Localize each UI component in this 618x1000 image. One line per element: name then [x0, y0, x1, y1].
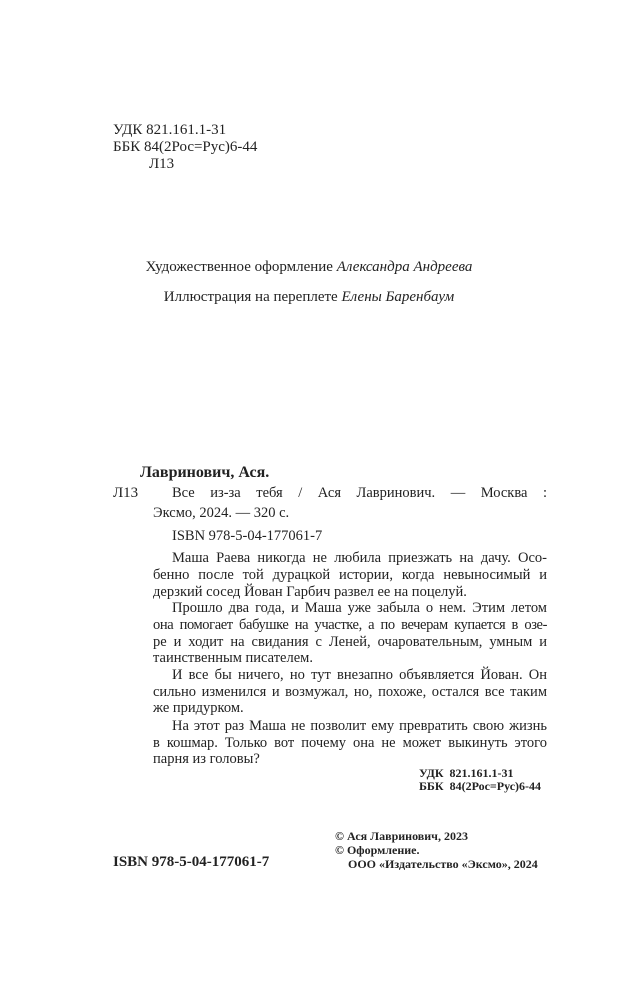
annotation-line: дерзкий сосед Йован Гарбич развел ее на поцелуй. [153, 584, 467, 600]
udk-code: УДК 821.161.1-31 [113, 122, 227, 138]
annotation-line: На этот раз Маша не позволит ему превратить свою жизнь [172, 718, 547, 734]
annotation-line: Прошло два года, и Маша уже забыла о нем. Этим летом [172, 600, 547, 616]
design-label: Художественное оформление [145, 259, 333, 275]
card-author-mark: Л13 [113, 485, 139, 501]
card-bbk: ББК 84(2Рос=Рус)6-44 [419, 779, 542, 793]
card-title-line: Эксмо, 2024. — 320 с. [153, 505, 290, 521]
copyright-design: © Оформление. [335, 843, 420, 857]
bbk-code: ББК 84(2Рос=Рус)6-44 [113, 139, 258, 155]
illustration-label: Иллюстрация на переплете [163, 289, 338, 305]
illustrator-name: Елены Баренбаум [341, 289, 455, 305]
card-author: Лавринович, Ася. [140, 464, 270, 481]
annotation-line: Маша Раева никогда не любила приезжать на дачу. Осо- [172, 550, 547, 566]
card-title-line: Все из-за тебя / Ася Лавринович. — Москва : [172, 485, 547, 501]
designer-name: Александра Андреева [336, 259, 473, 275]
card-udk: УДК 821.161.1-31 [419, 766, 514, 780]
copyright-author: © Ася Лавринович, 2023 [335, 829, 468, 843]
publisher: ООО «Издательство «Эксмо», 2024 [348, 857, 538, 871]
annotation-line: же придурком. [153, 700, 244, 716]
annotation-line: И все бы ничего, но тут внезапно объявляется Йован. Он [172, 667, 547, 683]
annotation-line: парня из головы? [153, 751, 260, 767]
annotation-line: она помогает бабушке на участке, а по вечерам купается в озе- [153, 617, 547, 633]
author-mark: Л13 [149, 156, 175, 172]
annotation-line: в кошмар. Только вот почему она не может выкинуть этого [153, 735, 547, 751]
card-isbn: ISBN 978-5-04-177061-7 [172, 528, 323, 544]
annotation-line: бенно после той дурацкой истории, когда невыносимый и [153, 567, 547, 583]
annotation-line: сильно изменился и возмужал, но, похоже, остался все таким [153, 684, 547, 700]
illustration-credit [0, 289, 618, 305]
annotation-line: ре и ходит на свидания с Леней, очаровательным, умным и [153, 634, 547, 650]
annotation-line: таинственным писателем. [153, 650, 313, 666]
design-credit [0, 259, 618, 275]
footer-isbn: ISBN 978-5-04-177061-7 [113, 854, 270, 870]
